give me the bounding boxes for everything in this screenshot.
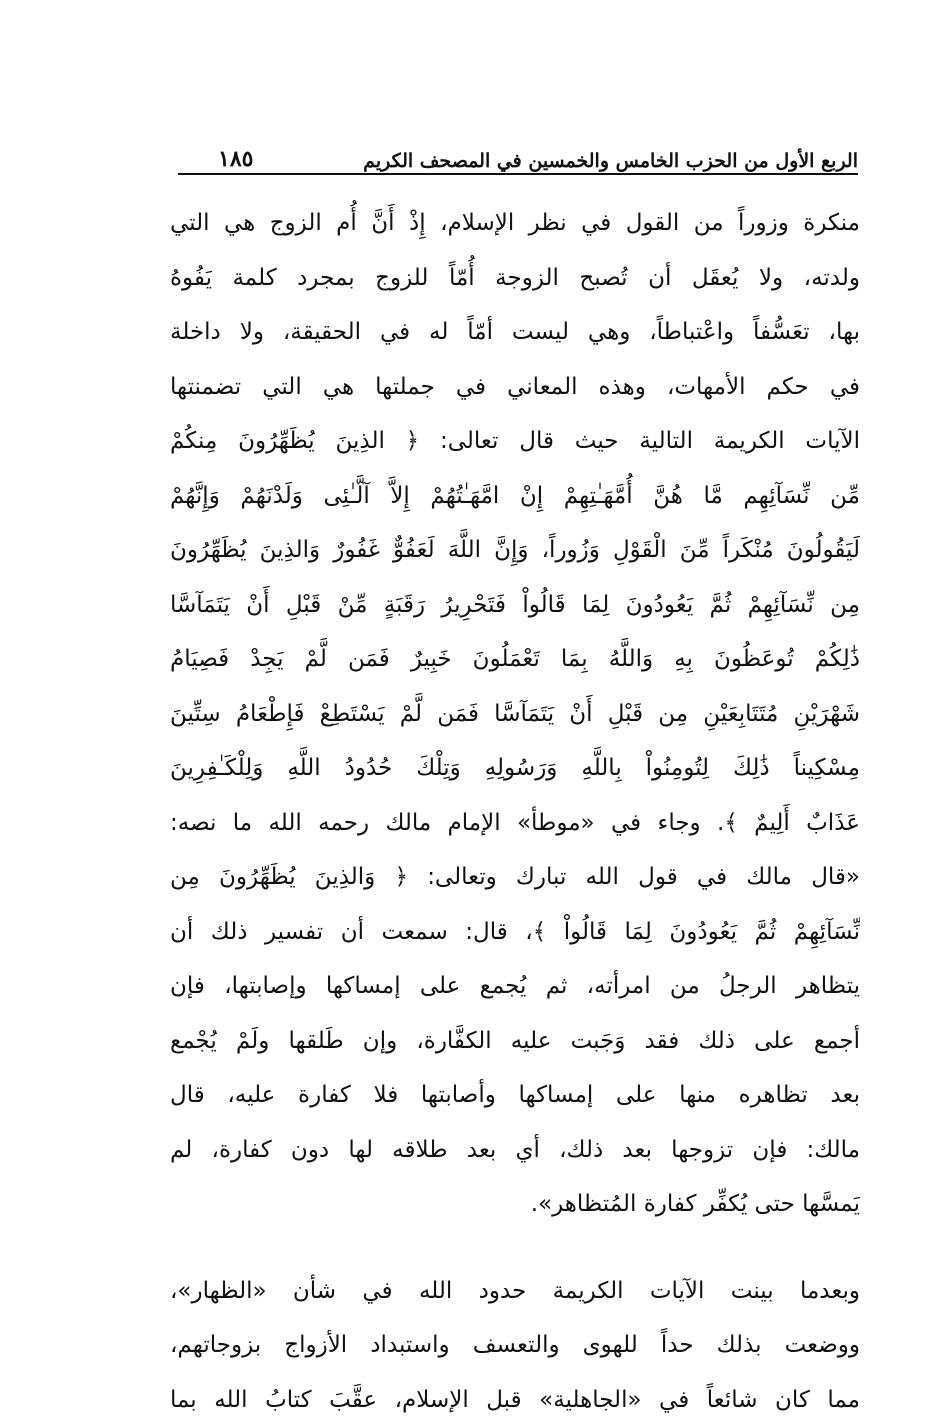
paragraph-2: [170, 1264, 860, 1427]
header-rule: [178, 173, 858, 175]
text-line: عَذَابٌ أَلِيمٌ ﴾. وجاء في «موطأ» الإمام مالك رحمه الله ما نصه:: [170, 796, 860, 851]
text-line: بها، تعَسُّفاً واعْتباطاً، وهي ليست أمّاً له في الحقيقة، ولا داخلة: [170, 305, 860, 360]
text-line: أجمع على ذلك فقد وَجَبت عليه الكفَّارة، وإن طَلقها ولَمْ يُجْمع: [170, 1014, 860, 1069]
text-line: ولدته، ولا يُعقَل أن تُصبح الزوجة أُمّاً للزوج بمجرد كلمة يَفُوهُ: [170, 251, 860, 306]
text-line: نِّسَآئِهِمْ ثُمَّ يَعُودُونَ لِمَا قَالُواْ ﴾، قال: سمعت أن تفسير ذلك أن: [170, 905, 860, 960]
text-line: مالك: فإن تزوجها بعد ذلك، أي بعد طلاقه لها دون كفارة، لم: [170, 1123, 860, 1178]
text-line: «قال مالك في قول الله تبارك وتعالى: ﴿ وَالذِينَ يُظَهِّرُونَ مِن: [170, 850, 860, 905]
text-line: ووضعت بذلك حداً للهوى والتعسف واستبداد الأزواج بزوجاتهم،: [170, 1318, 860, 1373]
page-number: ١٨٥: [218, 146, 253, 172]
quran-verse-line: مِن نِّسَآئِهِمْ ثُمَّ يَعُودُونَ لِمَا قَالُواْ فَتَحْرِيرُ رَقَبَةٍ مِّنْ قَبْلِ أَنْ يَتَمَآسَّا: [170, 578, 860, 633]
quran-verse-line: ذَٰلِكُمْ تُوعَظُونَ بِهِ وَاللَّهُ بِمَا تَعْمَلُونَ خَبِيرٌ فَمَن لَّمْ يَجِدْ فَصِيَامُ: [170, 632, 860, 687]
page-body: [170, 196, 860, 1427]
quran-verse-line: مِسْكِيناً ذَٰلِكَ لِتُومِنُواْ بِاللَّهِ وَرَسُولِهِ وَتِلْكَ حُدُودُ اللَّهِ وَلِلْكَـٰفِرِينَ: [170, 741, 860, 796]
text-line: وبعدما بينت الآيات الكريمة حدود الله في شأن «الظهار»،: [170, 1264, 860, 1319]
text-line: يتظاهر الرجلُ من امرأته، ثم يُجمع على إمساكها وإصابتها، فإن: [170, 959, 860, 1014]
text-line: منكرة وزوراً من القول في نظر الإسلام، إِذْ أَنَّ أُم الزوج هي التي: [170, 196, 860, 251]
text-line: بعد تظاهره منها على إمساكها وأصابتها فلا كفارة عليه، قال: [170, 1068, 860, 1123]
paragraph-gap: [170, 1232, 860, 1264]
paragraph-1: [170, 196, 860, 1232]
text-line: مما كان شائعاً في «الجاهلية» قبل الإسلام، عقَّبَ كتابُ الله بما: [170, 1373, 860, 1427]
quran-verse-line: شَهْرَيْنِ مُتَتَابِعَيْنِ مِن قَبْلِ أَنْ يَتَمَآسَّا فَمَن لَّمْ يَسْتَطِعْ فَإِطْعَامُ سِتِّينَ: [170, 687, 860, 742]
page-header: [178, 128, 858, 172]
quran-verse-line: مِّن نِّسَآئِهِم مَّا هُنَّ أُمَّهَـٰتِهِمْ إِنْ امَّهَـٰتُهُمْ إِلاَّ آلَّـٰئِى وَلَدْنَهُمْ وَإِنَّهُمْ: [170, 469, 860, 524]
quran-verse-line: لَيَقُولُونَ مُنْكَراً مِّنَ الْقَوْلِ وَزُوراً، وَإِنَّ اللَّهَ لَعَفُوٌّ غَفُورٌ وَالذِينَ يُظَهِّرُونَ: [170, 523, 860, 578]
text-line: يَمسَّها حتى يُكفِّر كفارة المُتظاهر».: [170, 1177, 860, 1232]
running-title: الربع الأول من الحزب الخامس والخمسين في المصحف الكريم: [363, 150, 858, 172]
text-line: في حكم الأمهات، وهذه المعاني في جملتها هي التي تضمنتها: [170, 360, 860, 415]
text-line: الآيات الكريمة التالية حيث قال تعالى: ﴿ الذِينَ يُظَهِّرُونَ مِنكُمْ: [170, 414, 860, 469]
